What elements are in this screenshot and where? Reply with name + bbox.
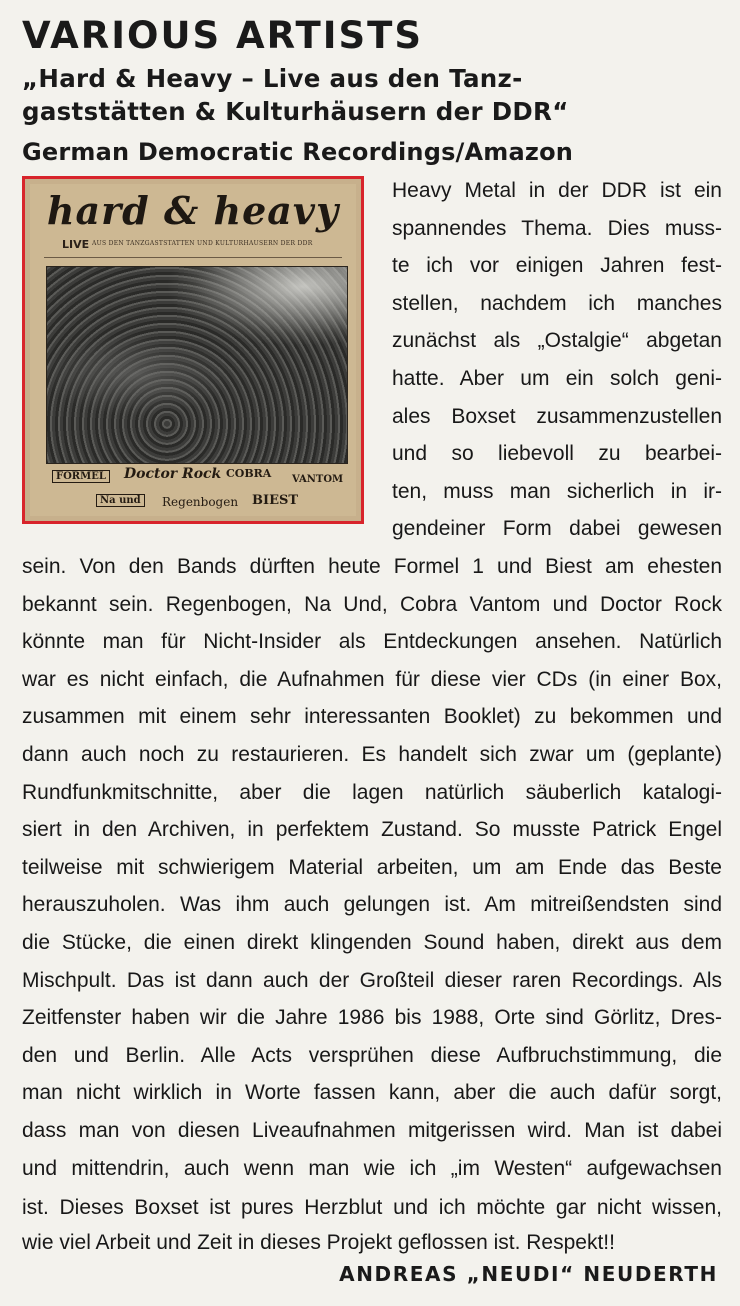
article-line: ales Boxset zusammenzustellen (392, 404, 722, 428)
article-line: Heavy Metal in der DDR ist ein (392, 179, 722, 202)
article-full-width (22, 548, 722, 1187)
article-line: herauszuholen. Was ihm auch gelungen ist. Am mitreißendsten sind (22, 893, 722, 917)
band-logo-biest: BIEST (252, 493, 299, 508)
article-line: Rundfunkmitschnitte, aber die lagen natürlich säuberlich katalogi- (22, 780, 722, 804)
article-line: könnte man für Nicht-Insider als Entdeckungen ansehen. Natürlich (22, 630, 722, 654)
concert-crowd-photo (46, 266, 348, 464)
band-logo-formel: FORMEL (52, 470, 110, 483)
article-line: hatte. Aber um ein solch geni- (392, 366, 722, 390)
band-logo-na-und: Na und (96, 494, 145, 507)
album-cover (22, 176, 364, 524)
cover-live-label: LIVE (62, 238, 90, 251)
article-line: dass man von diesen Liveaufnahmen mitgerissen wird. Man ist dabei (22, 1118, 722, 1142)
article-line: ist. Dieses Boxset ist pures Herzblut und ich möchte gar nicht wissen, (22, 1196, 722, 1219)
article-wrap-column (392, 172, 722, 548)
author-byline: ANDREAS „NEUDI“ NEUDERTH (339, 1262, 718, 1286)
article-line: wie viel Arbeit und Zeit in dieses Projekt geflossen ist. Respekt!! (22, 1231, 615, 1254)
article-line: Mischpult. Das ist dann auch der Großteil dieser raren Recordings. Als (22, 968, 722, 992)
album-cover-artwork (30, 184, 356, 516)
article-line: und so liebevoll zu bearbei- (392, 442, 722, 466)
article-line: te ich vor einigen Jahren fest- (392, 254, 722, 278)
album-title-line-1: „Hard & Heavy – Live aus den Tanz- (22, 64, 523, 93)
article-line: spannendes Thema. Dies muss- (392, 216, 722, 240)
band-logo-cobra: COBRA (226, 467, 272, 480)
article-line: sein. Von den Bands dürften heute Formel 1 und Biest am ehesten (22, 555, 722, 578)
cover-title: hard & heavy (46, 188, 340, 233)
article-line: zusammen mit einem sehr interessanten Booklet) zu bekommen und (22, 705, 722, 729)
article-line: die Stücke, die einen direkt klingenden Sound haben, direkt aus dem (22, 930, 722, 954)
article-line: man nicht wirklich in Worte fassen kann, aber die auch dafür sorgt, (22, 1081, 722, 1105)
album-title-line-2: gaststätten & Kulturhäusern der DDR“ (22, 97, 569, 126)
article-line: und mittendrin, auch wenn man wie ich „im Westen“ aufgewachsen (22, 1156, 722, 1180)
article-line: bekannt sein. Regenbogen, Na Und, Cobra Vantom und Doctor Rock (22, 592, 722, 616)
article-line: den und Berlin. Alle Acts versprühen diese Aufbruchstimmung, die (22, 1043, 722, 1067)
article-line: stellen, nachdem ich manches (392, 291, 722, 315)
article-line: siert in den Archiven, in perfektem Zustand. So musste Patrick Engel (22, 818, 722, 842)
cover-divider (44, 257, 342, 258)
band-logo-doctor-rock: Doctor Rock (124, 466, 222, 482)
cover-subtitle: AUS DEN TANZGASTSTÄTTEN UND KULTURHÄUSERN DER DDR (92, 240, 313, 247)
article-line: gendeiner Form dabei gewesen (392, 517, 722, 541)
band-logo-vantom: VANTOM (292, 474, 344, 485)
label-heading: German Democratic Recordings/Amazon (22, 138, 574, 166)
article-line: Zeitfenster haben wir die Jahre 1986 bis 1988, Orte sind Görlitz, Dres- (22, 1006, 722, 1030)
article-line: ten, muss man sicherlich in ir- (392, 479, 722, 503)
article-line: dann auch noch zu restaurieren. Es handelt sich zwar um (geplante) (22, 742, 722, 766)
artist-heading: VARIOUS ARTISTS (22, 14, 424, 57)
article-conclusion (22, 1190, 722, 1260)
band-logo-regenbogen: Regenbogen (162, 495, 239, 509)
article-line: teilweise mit schwierigem Material arbeiten, um am Ende das Beste (22, 855, 722, 879)
album-title (22, 62, 722, 128)
article-line: war es nicht einfach, die Aufnahmen für diese vier CDs (in einer Box, (22, 667, 722, 691)
article-line: zunächst als „Ostalgie“ abgetan (392, 329, 722, 353)
